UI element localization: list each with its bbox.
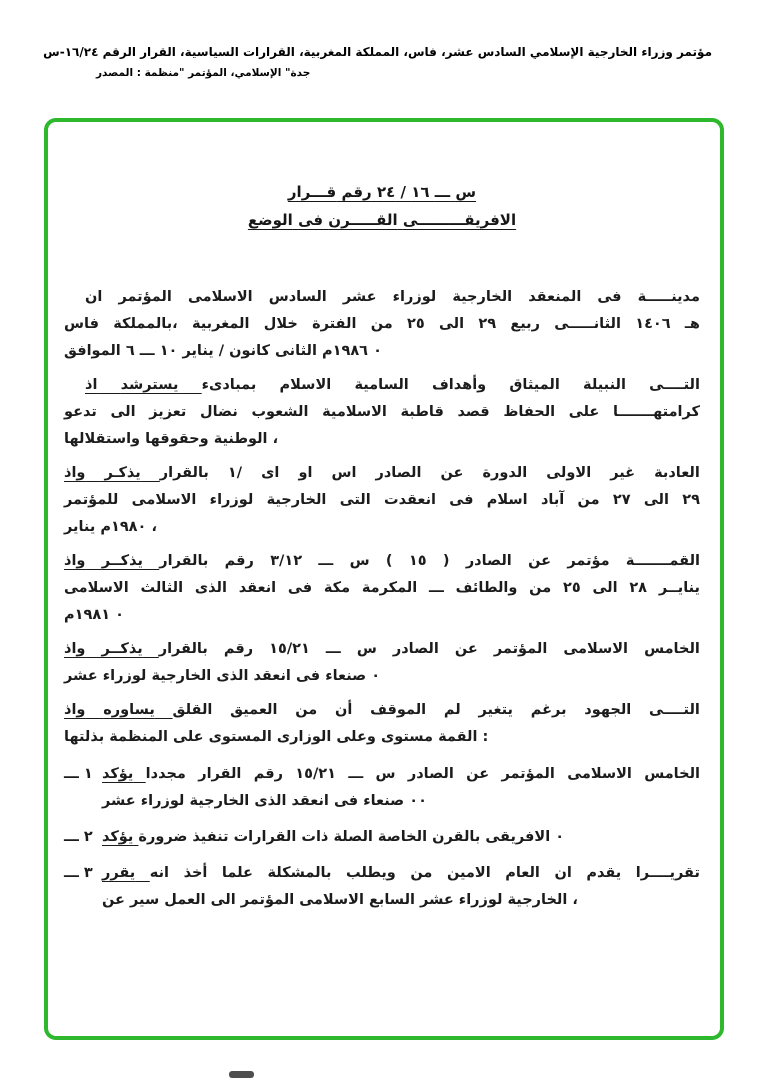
word: يسترشد [120,377,179,393]
word: س [349,553,370,569]
word: ١٦ [411,183,430,201]
word: الشعوب [251,404,309,420]
word: قـــرار [287,183,337,201]
text-line [102,860,700,887]
word: المنعقد [528,289,582,305]
word: لوزراء [209,492,254,508]
word: رقم [341,183,372,201]
word: الحفاظ [503,404,556,420]
word: القرار [198,766,242,782]
underlined-lead [64,553,159,569]
resolution-subject-title [64,206,700,234]
word: فى [287,580,313,596]
word: من [295,702,318,718]
word: عن [102,892,125,908]
word: واستقلالها [64,431,141,447]
text-line [64,697,700,724]
word: فى [333,793,359,809]
word: يذكـر [104,465,141,481]
text-line [64,548,700,575]
word: سير [130,892,160,908]
word: القمة [438,729,478,745]
word: واذ [64,702,86,718]
word: الى [210,892,236,908]
text-line [64,575,700,602]
word: ـــ [325,641,341,657]
word: الصادر [375,465,422,481]
word: اس [331,465,357,481]
word: مؤتمر [567,553,610,569]
word: ربيع [510,316,540,332]
word: المؤتمر [118,289,172,305]
word: ـــ [429,580,444,596]
word: فى [298,211,324,229]
word: اى [261,465,280,481]
preamble-paragraph [64,460,700,541]
clause-body [102,824,700,851]
word: ٢٥ [562,580,581,596]
word: اذ [85,377,98,393]
word: المستوى [208,729,272,745]
word: الى [439,316,465,332]
word: صنعاء [325,668,367,684]
text-line [64,487,700,514]
word: الوطنية [213,431,268,447]
word: / [400,183,406,201]
word: انعقدت [384,492,436,508]
word: ١٥/٢١ [269,641,310,657]
word: الموقف [370,702,427,718]
word: ٠ [371,668,381,684]
operative-clause [64,860,700,914]
underlined-lead [102,829,138,845]
word: الميثاق [509,377,560,393]
word: الاسلامى [64,580,129,596]
word: صنعاء [363,793,405,809]
word: انه [149,865,170,881]
word: الخارجية [151,668,212,684]
word: واذ [64,641,86,657]
word: لم [443,702,461,718]
operative-clause [64,824,700,851]
word: عن [454,641,478,657]
word: يذكــر [101,641,143,657]
word: الى [110,404,136,420]
word: الصادر [465,553,512,569]
word: ٢٩ [682,492,700,508]
word: العادبة [654,465,700,481]
word: فى [295,668,321,684]
text-line [64,399,700,426]
word: للمؤتمر [64,492,119,508]
underlined-lead [64,465,160,481]
text-line [64,338,700,365]
word: عشر [102,793,136,809]
word: قصد [457,404,490,420]
text-line [102,788,700,815]
word: الوزارى [276,729,332,745]
text-line [64,372,700,399]
word: الصلة [333,829,373,845]
word: الثانـــــى [554,316,621,332]
preamble-paragraph [64,284,700,365]
word: التــــى [649,377,700,393]
word: المؤتمر [493,641,548,657]
word: رقم [224,553,254,569]
word: يؤكد [102,766,134,782]
word: انعقد [291,793,329,809]
text-line [64,284,700,311]
word: ٢٥ [407,316,425,332]
preamble-paragraph [64,636,700,690]
word: س [375,766,396,782]
word: او [298,465,313,481]
word: على [568,404,600,420]
word: : [136,67,141,80]
word: وأهداف [431,377,487,393]
word: التــــى [649,702,700,718]
word: عشر [420,892,454,908]
word: الاسلامى [131,492,197,508]
word: ١٩٨٠م [100,519,147,535]
word: يناير [182,343,214,359]
word: الاسلامى [299,892,364,908]
text-line [102,887,700,914]
word: س [356,641,377,657]
word: الاسلامية [322,404,387,420]
word: على [173,729,204,745]
underlined-lead [64,641,159,657]
word: ضرورة [138,829,188,845]
word: تعزيز [149,404,187,420]
word: الى [643,492,669,508]
word: العميق [230,702,278,718]
word: ١٩٨١م [64,607,111,623]
word: بالمشكلة [267,865,332,881]
word: أخذ [183,865,208,881]
word: الصادر [392,641,439,657]
word: الثانى [275,343,317,359]
word: السادس [268,289,327,305]
word: ـــ [318,553,334,569]
word: القمـــــــة [625,553,700,569]
word: السابع [369,892,415,908]
word: والطائف [455,580,518,596]
word: الجهود [584,702,632,718]
word: لوزراء [140,793,185,809]
source-line [57,67,712,79]
word: آباد [540,492,565,508]
document-body [64,284,700,914]
word: ـــ [434,183,451,201]
word: الامين [446,865,491,881]
word: ، [151,519,157,535]
word: الخارجية [507,892,568,908]
text-line [64,514,700,541]
text-line [64,663,700,690]
word: يقدم [586,865,622,881]
word: ١٤٠٦ [635,316,671,332]
word: ٠ [373,343,382,359]
word: ٦ [125,343,135,359]
word: الاولى [546,465,592,481]
word: ) [442,553,450,569]
word: تنفيذ [192,829,229,845]
word: ١٥/٢١ [295,766,336,782]
word: الاسلام [279,377,332,393]
word: الفترة [312,316,357,332]
word: هـ [684,316,700,332]
text-line [64,311,700,338]
clause-number: ١ ـــ [64,766,93,782]
text-line [64,636,700,663]
word: ١٠ [159,343,178,359]
word: ٠ [555,829,565,845]
word: فاس [64,316,99,332]
word: لوزراء [458,892,503,908]
word: بالقرن [432,829,481,845]
word: الصادر [407,766,454,782]
word: انعقد [238,580,277,596]
word: عن [440,465,464,481]
word: يقرر [102,865,136,881]
word: ـــ [348,766,364,782]
word: ( [385,553,393,569]
word: مدينـــــة [637,289,700,305]
word: ينايــر [658,580,700,596]
word: المصدر [96,67,134,80]
text-line [64,724,700,751]
word: الإسلامي، [230,67,282,80]
word: اسلام [486,492,528,508]
word: انعقد [253,668,291,684]
word: ان [85,289,103,305]
word: جدة" [284,67,311,80]
word: القلق [172,702,213,718]
document-reference-line: مؤتمر وزراء الخارجية الإسلامي السادس عشر، فاس، المملكة المغربية، القرارات السياسية، القرار الرقم ١٦/٢٤-س [43,45,712,59]
word: ٠٠ [409,793,427,809]
word: ٢٨ [629,580,648,596]
word: العمل [164,892,206,908]
word: وعلى [336,729,376,745]
word: الذى [254,793,287,809]
word: من [410,865,433,881]
word: من [370,316,393,332]
word: الاسلامى [567,766,632,782]
scan-artifact [229,1071,254,1078]
word: وحقوقها [145,431,209,447]
word: ، [572,892,578,908]
word: الافريقـــــــــى [402,211,517,229]
word: مجددا [145,766,186,782]
text-line [64,460,700,487]
text-line [64,602,700,629]
word: ١٩٨٦م [321,343,369,359]
word: ٢٤ [376,183,396,201]
word: ١٥ [408,553,427,569]
operative-clause [64,761,700,815]
word: قاطبة [400,404,444,420]
word: الى [592,580,618,596]
word: بالقرار [159,553,209,569]
resolution-number-title [64,178,700,206]
word: المؤتمر [240,892,295,908]
word: ٠ [115,607,124,623]
clause-body [102,761,700,815]
word: العام [505,865,540,881]
underlined-lead [102,766,146,782]
word: من [529,580,552,596]
word: يتغير [478,702,514,718]
word: كانون [229,343,270,359]
word: عن [528,553,552,569]
underlined-lead [85,377,202,393]
word: السامية [354,377,409,393]
word: مكة [323,580,351,596]
word: ، [272,431,279,447]
word: بذلتها [64,729,105,745]
word: / [218,343,225,359]
word: يناير [64,519,96,535]
word: ذات [301,829,329,845]
word: الخارجية [452,289,513,305]
word: عشر [64,668,98,684]
word: الاسلامى [187,289,253,305]
operative-clauses [64,761,700,914]
word: النبيلة [583,377,626,393]
word: المغربية [191,316,250,332]
word: يساوره [103,702,155,718]
word: تقريــــرا [635,865,700,881]
text-line [102,761,700,788]
text-line [64,426,700,453]
word: عن [466,766,490,782]
word: بالقرار [159,465,209,481]
word: ٣/١٢ [270,553,303,569]
word: علما [221,865,253,881]
text-line [102,824,700,851]
word: ٢٧ [612,492,631,508]
word: المكرمة [361,580,418,596]
word: واذ [64,553,86,569]
word: ان [554,865,572,881]
word: س [455,183,477,201]
word: غير [610,465,636,481]
word: ،بالمملكة [113,316,178,332]
word: "منظمة [144,67,185,80]
word: الثالث [140,580,184,596]
word: أن [335,702,353,718]
word: ويطلب [345,865,396,881]
word: ٢٩ [478,316,497,332]
word: عشر [342,289,377,305]
word: الذى [216,668,249,684]
document-title [64,178,700,234]
preamble-paragraph [64,548,700,629]
underlined-lead [102,865,150,881]
word: مستوى [380,729,434,745]
word: المؤتمر [501,766,555,782]
word: : [482,729,489,745]
word: الدورة [482,465,528,481]
word: كرامتهـــــــا [612,404,700,420]
preamble-paragraph [64,372,700,453]
word: بالقرار [158,641,208,657]
word: الافريقى [485,829,551,845]
underlined-lead [64,702,173,718]
word: الخامس [644,766,700,782]
word: برغم [530,702,567,718]
word: الخامس [644,641,700,657]
word: فى [449,492,474,508]
word: الذى [194,580,227,596]
word: فى [597,289,622,305]
word: الاسلامى [563,641,629,657]
word: المنظمة [109,729,168,745]
word: الموافق [64,343,121,359]
word: نضال [200,404,238,420]
word: القرارات [233,829,297,845]
word: القـــــرن [328,211,398,229]
word: الوضع [247,211,293,229]
word: الخارجية [189,793,250,809]
clause-number: ٣ ـــ [64,865,93,881]
word: التى [339,492,371,508]
clause-number: ٢ ـــ [64,829,93,845]
word: رقم [253,766,283,782]
word: الخارجية [266,492,327,508]
scanned-document-frame [44,118,724,1040]
word: الخاصة [377,829,428,845]
word: خلال [263,316,298,332]
word: لوزراء [102,668,147,684]
word: المؤتمر [188,67,227,80]
word: ـــ [139,343,155,359]
word: واذ [64,465,86,481]
word: من [577,492,600,508]
word: بمبادىء [201,377,257,393]
word: يذكــر [101,553,143,569]
clause-body [102,860,700,914]
word: تدعو [64,404,97,420]
caption-block [0,0,768,79]
preamble-paragraph [64,697,700,751]
word: لوزراء [392,289,437,305]
word: ١/ [227,465,243,481]
word: يؤكد [102,829,134,845]
word: رقم [223,641,254,657]
